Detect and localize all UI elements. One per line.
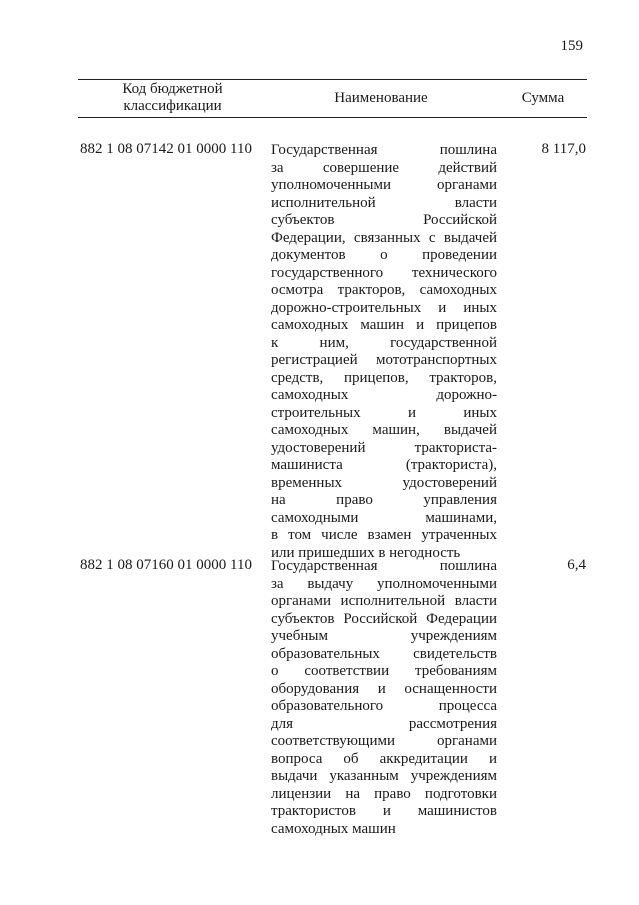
description-line: удостоверений тракториста- <box>271 439 497 456</box>
description-line: временных удостоверений <box>271 474 497 491</box>
row-1-amount: 8 117,0 <box>541 141 586 157</box>
row-2-code: 882 1 08 07160 01 0000 110 <box>80 557 252 573</box>
description-line: образовательного процесса <box>271 698 497 714</box>
description-line: самоходных машин <box>271 820 396 837</box>
description-line: оборудования и оснащенности <box>271 680 497 697</box>
description-line: в том числе взамен утраченных <box>271 527 497 543</box>
description-line: за совершение действий <box>271 159 497 176</box>
description-line: строительных и иных <box>271 404 497 421</box>
description-line: Федерации, связанных с выдачей <box>271 229 497 246</box>
page-number: 159 <box>560 38 583 54</box>
description-line: субъектов Российской Федерации <box>271 610 497 627</box>
description-line: документов о проведении <box>271 247 497 263</box>
description-line: регистрацией мототранспортных <box>271 352 497 368</box>
description-line: средств, прицепов, тракторов, <box>271 369 497 386</box>
description-line: лицензии на право подготовки <box>271 785 497 802</box>
row-1-code: 882 1 08 07142 01 0000 110 <box>80 141 252 157</box>
description-line: вопроса об аккредитации и <box>271 750 497 767</box>
description-line: органами исполнительной власти <box>271 593 497 609</box>
description-line: осмотра тракторов, самоходных <box>271 282 497 298</box>
description-line: учебным учреждениям <box>271 628 497 644</box>
description-line: дорожно-строительных и иных <box>271 299 497 316</box>
row-2-description <box>271 558 497 838</box>
description-line: за выдачу уполномоченными <box>271 575 497 592</box>
header-sum: Сумма <box>521 90 565 106</box>
description-line: самоходными машинами, <box>271 509 497 526</box>
description-line: субъектов Российской <box>271 212 497 228</box>
description-line: самоходных машин, выдачей <box>271 422 497 438</box>
description-line: уполномоченными органами <box>271 177 497 193</box>
row-1-description <box>271 142 497 562</box>
header-code <box>80 81 265 115</box>
header-rule-bottom <box>78 117 587 118</box>
header-rule-top <box>78 79 587 80</box>
header-code-line1: Код бюджетной <box>122 81 223 97</box>
header-name: Наименование <box>334 90 428 106</box>
description-line: машиниста (тракториста), <box>271 457 497 473</box>
description-line: на право управления <box>271 492 497 508</box>
description-line: к ним, государственной <box>271 334 497 351</box>
description-line: самоходных машин и прицепов <box>271 317 497 333</box>
description-line: Государственная пошлина <box>271 558 497 574</box>
description-line: соответствующими органами <box>271 733 497 749</box>
description-line: образовательных свидетельств <box>271 645 497 662</box>
description-line: или пришедших в негодность <box>271 544 461 561</box>
description-line: выдачи указанным учреждениям <box>271 768 497 784</box>
description-line: государственного технического <box>271 264 497 281</box>
description-line: трактористов и машинистов <box>271 803 497 819</box>
description-line: исполнительной власти <box>271 194 497 211</box>
header-code-line2: классификации <box>123 98 222 114</box>
description-line: самоходных дорожно- <box>271 387 497 403</box>
description-line: для рассмотрения <box>271 715 497 732</box>
description-line: Государственная пошлина <box>271 142 497 158</box>
row-2-amount: 6,4 <box>567 557 586 573</box>
description-line: о соответствии требованиям <box>271 663 497 679</box>
